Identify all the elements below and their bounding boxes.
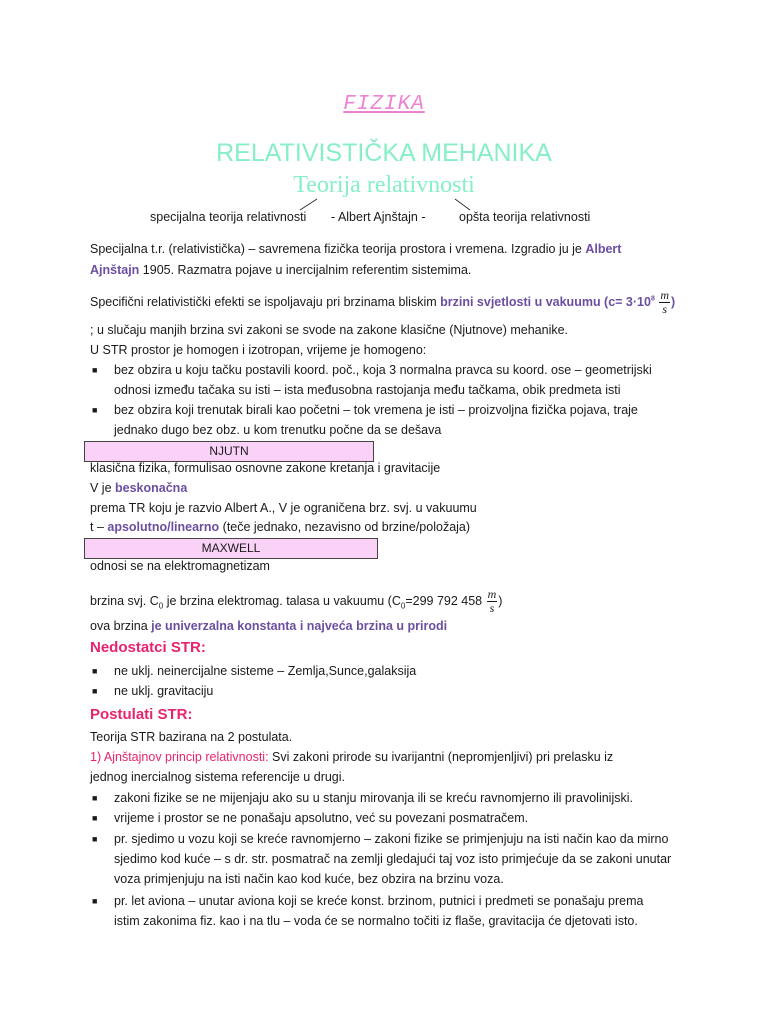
bullet-icon: ■ xyxy=(92,686,98,696)
subject-title: FIZIKA xyxy=(343,93,425,116)
maxwell-line-3: ova brzina je univerzalna konstanta i najveća brzina u prirodi xyxy=(90,619,448,633)
branch-general: opšta teorija relativnosti xyxy=(459,210,591,224)
postulati-line-2: 1) Ajnštajnov princip relativnosti: Svi zakoni prirode su ivarijantni (nepromjenljivi) pri prelasku iz xyxy=(90,750,614,764)
list-item-cont: voza primjenjuju na isti način kao kod kuće, bez obzira na brzinu voza. xyxy=(114,872,504,886)
postulati-heading: Postulati STR: xyxy=(90,706,193,723)
unit-fraction: $\frac{m}{s}$ xyxy=(487,587,497,615)
bullet-icon: ■ xyxy=(92,896,98,906)
list-item-cont: jednako dugo bez obz. u kom trenutku počne da se dešava xyxy=(114,423,442,437)
intro-line-5: U STR prostor je homogen i izotropan, vrijeme je homogeno: xyxy=(90,343,427,357)
njutn-line-4: t – apsolutno/linearno (teče jednako, nezavisno od brzine/položaja) xyxy=(90,520,471,534)
page-title: RELATIVISTIČKA MEHANIKA xyxy=(216,139,552,167)
njutn-label-box: NJUTN xyxy=(84,441,374,462)
unit-fraction: $\frac{m}{s}$ xyxy=(660,288,670,316)
branch-special: specijalna teorija relativnosti xyxy=(150,210,307,224)
intro-line-2: Ajnštajn 1905. Razmatra pojave u inercijalnim referentim sistemima. xyxy=(90,263,472,277)
list-item-cont: istim zakonima fiz. kao i na tlu – voda će se normalno točiti iz flaše, gravitacija će djetovati isto. xyxy=(114,914,638,928)
list-item-cont: sjedimo kod kuće – s dr. str. posmatrač na zemlji gledajući taj voz isto primjećuje da se zakoni unutar xyxy=(114,852,672,866)
bullet-icon: ■ xyxy=(92,365,98,375)
branch-author: - Albert Ajnštajn - xyxy=(331,210,426,224)
njutn-line-3: prema TR koju je razvio Albert A., V je ograničena brz. svj. u vakuumu xyxy=(90,501,477,515)
postulati-line-1: Teorija STR bazirana na 2 postulata. xyxy=(90,730,293,744)
bullet-icon: ■ xyxy=(92,834,98,844)
intro-line-4: ; u slučaju manjih brzina svi zakoni se svode na zakone klasične (Njutnove) mehanike. xyxy=(90,323,569,337)
maxwell-line-1: odnosi se na elektromagnetizam xyxy=(90,559,270,573)
maxwell-line-2: brzina svj. $C_0$ je brzina elektromag. talasa u vakuumu ($C_0=299$ 792 458 $\frac{m}{s}$ ) xyxy=(90,587,503,615)
page-subtitle: Teorija relativnosti xyxy=(293,172,475,198)
maxwell-label-box: MAXWELL xyxy=(84,538,378,559)
list-item: pr. let aviona – unutar aviona koji se kreće konst. brzinom, putnici i predmeti se ponašaju prema xyxy=(114,894,644,908)
list-item: pr. sjedimo u vozu koji se kreće ravnomjerno – zakoni fizike se primjenjuju na isti način kao da mirno xyxy=(114,832,669,846)
list-item: ne uklj. neinercijalne sisteme – Zemlja,Sunce,galaksija xyxy=(114,664,417,678)
nedostatci-heading: Nedostatci STR: xyxy=(90,639,206,656)
list-item: bez obzira u koju tačku postavili koord. poč., koja 3 normalna pravca su koord. ose – geometrijski xyxy=(114,363,652,377)
list-item: bez obzira koji trenutak birali kao početni – tok vremena je isti – proizvoljna fizička pojava, traje xyxy=(114,403,638,417)
list-item: ne uklj. gravitaciju xyxy=(114,684,214,698)
bullet-icon: ■ xyxy=(92,405,98,415)
bullet-icon: ■ xyxy=(92,813,98,823)
intro-line-1: Specijalna t.r. (relativistička) – savremena fizička teorija prostora i vremena. Izgradio ju je Albert xyxy=(90,242,622,256)
list-item-cont: odnosi između tačaka su isti – ista međusobna rastojanja među tačkama, obik predmeta isti xyxy=(114,383,621,397)
intro-line-3: Specifični relativistički efekti se ispoljavaju pri brzinama bliskim brzini svjetlosti u vakuumu ($c= 3\cdot 10^8$ $\frac{m}{s}$ ) xyxy=(90,288,676,316)
list-item: vrijeme i prostor se ne ponašaju apsolutno, već su povezani posmatračem. xyxy=(114,811,529,825)
njutn-line-1: klasična fizika, formulisao osnovne zakone kretanja i gravitacije xyxy=(90,461,441,475)
njutn-line-2: V je beskonačna xyxy=(90,481,188,495)
list-item: zakoni fizike se ne mijenjaju ako su u stanju mirovanja ili se kreću ravnomjerno ili pravolinijski. xyxy=(114,791,633,805)
bullet-icon: ■ xyxy=(92,666,98,676)
postulati-line-3: jednog inercialnog sistema referencije u drugi. xyxy=(90,770,346,784)
bullet-icon: ■ xyxy=(92,793,98,803)
